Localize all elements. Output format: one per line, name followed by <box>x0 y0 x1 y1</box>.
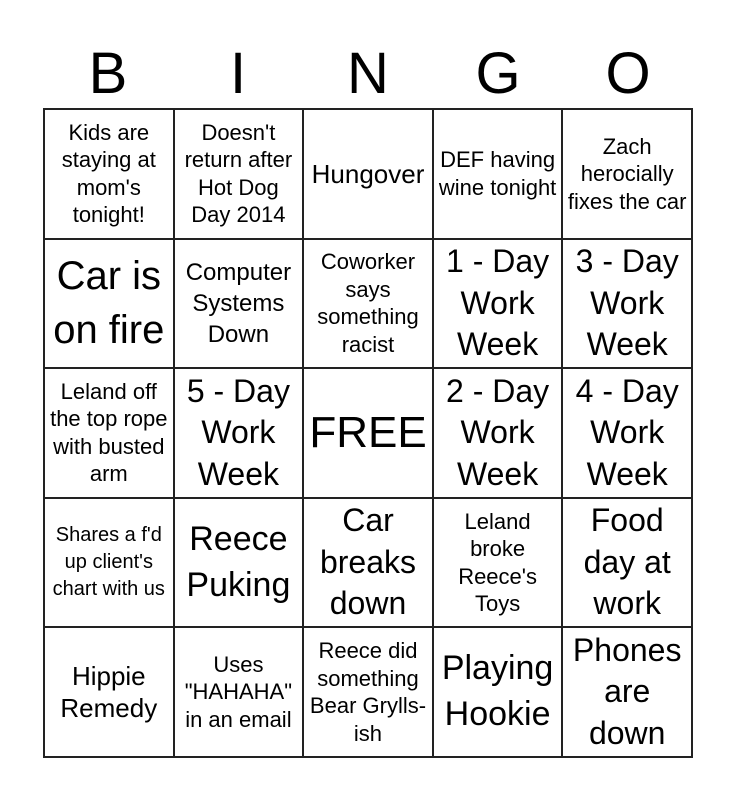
bingo-cell-r3c4[interactable] <box>433 368 563 498</box>
cell-text: Playing Hookie <box>441 649 554 734</box>
bingo-cell-free[interactable] <box>303 368 433 498</box>
cell-text: Reece did something Bear Grylls-ish <box>309 638 427 746</box>
bingo-board <box>43 108 693 758</box>
bingo-cell-r1c1[interactable] <box>44 109 174 239</box>
bingo-cell-r4c4[interactable] <box>433 498 563 628</box>
cell-text: Doesn't return after Hot Dog Day 2014 <box>184 119 293 228</box>
header-letter-i: I <box>229 41 247 106</box>
cell-text: Reece Puking <box>186 519 291 604</box>
bingo-cell-r4c2[interactable] <box>174 498 304 628</box>
cell-text: Food day at work <box>583 502 671 622</box>
bingo-cell-r3c1[interactable] <box>44 368 174 498</box>
cell-text: 4 - Day Work Week <box>575 372 679 492</box>
bingo-cell-r1c5[interactable] <box>562 109 692 239</box>
bingo-cell-r5c1[interactable] <box>44 627 174 757</box>
header-letter-g: G <box>475 41 521 106</box>
bingo-header <box>43 38 693 110</box>
bingo-cell-r3c2[interactable] <box>174 368 304 498</box>
bingo-cell-r5c5[interactable] <box>562 627 692 757</box>
cell-text: Kids are staying at mom's tonight! <box>61 119 156 228</box>
bingo-cell-r4c5[interactable] <box>562 498 692 628</box>
cell-text: Zach herocially fixes the car <box>567 133 687 214</box>
cell-text: Hungover <box>311 158 425 189</box>
header-letter-b: B <box>88 41 128 106</box>
bingo-cell-r2c1[interactable] <box>44 239 174 369</box>
cell-text: 2 - Day Work Week <box>446 372 550 492</box>
bingo-cell-r2c2[interactable] <box>174 239 304 369</box>
header-letter-o: O <box>605 41 651 106</box>
bingo-cell-r5c4[interactable] <box>433 627 563 757</box>
bingo-cell-r4c3[interactable] <box>303 498 433 628</box>
cell-text: Coworker says something racist <box>317 249 419 357</box>
cell-text: Phones are down <box>572 631 682 751</box>
bingo-cell-r2c4[interactable] <box>433 239 563 369</box>
cell-text: Car breaks down <box>319 502 417 622</box>
bingo-cell-r2c5[interactable] <box>562 239 692 369</box>
cell-text: 5 - Day Work Week <box>186 372 290 492</box>
bingo-cell-r3c5[interactable] <box>562 368 692 498</box>
cell-text: Car is on fire <box>53 254 165 353</box>
cell-text: Leland broke Reece's Toys <box>458 508 537 617</box>
cell-text: Leland off the top rope with busted arm <box>50 378 168 487</box>
header-letter-n: N <box>347 41 389 106</box>
cell-text: FREE <box>309 408 427 458</box>
cell-text: Shares a f'd up client's chart with us <box>52 524 165 601</box>
cell-text: 1 - Day Work Week <box>446 243 550 363</box>
cell-text: Uses "HAHAHA" in an email <box>184 651 293 732</box>
bingo-cell-r5c2[interactable] <box>174 627 304 757</box>
cell-text: Computer Systems Down <box>185 258 292 348</box>
cell-text: DEF having wine tonight <box>438 147 557 200</box>
bingo-cell-r1c3[interactable] <box>303 109 433 239</box>
cell-text: Hippie Remedy <box>60 660 158 724</box>
bingo-cell-r1c2[interactable] <box>174 109 304 239</box>
bingo-cell-r5c3[interactable] <box>303 627 433 757</box>
bingo-cell-r1c4[interactable] <box>433 109 563 239</box>
bingo-cell-r4c1[interactable] <box>44 498 174 628</box>
cell-text: 3 - Day Work Week <box>575 243 679 363</box>
bingo-cell-r2c3[interactable] <box>303 239 433 369</box>
